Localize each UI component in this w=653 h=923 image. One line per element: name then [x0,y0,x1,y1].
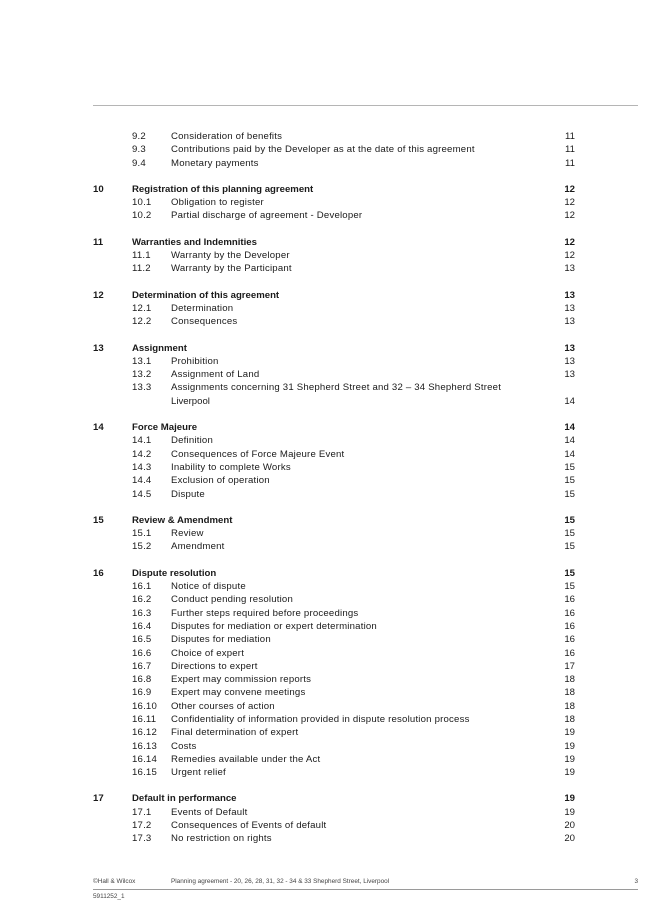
toc-entry [0,488,653,501]
entry-title: Confidentiality of information provided in dispute resolution process [171,713,470,725]
section-title: Dispute resolution [132,567,217,579]
footer-copyright: ©Hall & Wilcox [93,878,136,885]
toc-entry [0,381,653,394]
entry-page: 15 [564,528,575,540]
toc-entry [0,806,653,819]
section-number: 13 [93,342,104,354]
toc-section [0,236,653,276]
entry-number: 16.5 [132,634,152,646]
entry-number: 14.3 [132,461,152,473]
entry-title: Disputes for mediation [171,634,271,646]
entry-page: 18 [564,700,575,712]
entry-title: Warranty by the Participant [171,263,292,275]
entry-number: 14.4 [132,475,152,487]
entry-title: Remedies available under the Act [171,753,321,765]
toc-entry [0,647,653,660]
section-number: 14 [93,422,104,434]
entry-number: 11.2 [132,263,151,275]
section-number: 10 [93,183,104,195]
entry-page: 11 [565,144,575,156]
entry-number: 13.1 [132,355,152,367]
entry-number: 14.2 [132,448,152,460]
entry-number: 16.8 [132,674,152,686]
entry-title: Notice of dispute [171,581,246,593]
entry-title: Prohibition [171,355,219,367]
entry-number: 16.2 [132,594,152,606]
toc-entry [0,607,653,620]
entry-number: 14.5 [132,488,152,500]
entry-page: 20 [564,820,575,832]
entry-number: 9.4 [132,157,146,169]
entry-page: 20 [564,833,575,845]
toc-entry [0,143,653,156]
entry-title: Choice of expert [171,647,245,659]
section-number: 17 [93,793,104,805]
entry-page: 15 [564,581,575,593]
entry-title: Expert may commission reports [171,674,312,686]
section-title: Registration of this planning agreement [132,183,314,195]
table-of-contents [0,130,653,846]
entry-page: 14 [564,448,575,460]
entry-title: No restriction on rights [171,833,272,845]
toc-entry-continuation [0,395,653,408]
toc-entry [0,832,653,845]
entry-number: 9.2 [132,131,146,142]
toc-entry [0,157,653,170]
section-page: 15 [564,567,575,579]
entry-page: 16 [564,634,575,646]
entry-title: Assignments concerning 31 Shepherd Street and 32 – 34 Shepherd Street [171,382,502,394]
entry-page: 16 [564,620,575,632]
entry-page: 15 [564,475,575,487]
entry-page: 18 [564,674,575,686]
toc-entry [0,593,653,606]
toc-section-heading [0,567,653,580]
entry-number: 16.1 [132,581,152,593]
entry-title: Monetary payments [171,157,259,169]
entry-page: 19 [564,767,575,779]
toc-entry [0,434,653,447]
toc-entry [0,302,653,315]
section-title: Determination of this agreement [132,289,280,301]
toc-entry [0,130,653,143]
entry-title: Warranty by the Developer [171,250,290,262]
entry-number: 16.4 [132,620,152,632]
entry-title: Definition [171,435,213,447]
entry-page: 15 [564,488,575,500]
toc-entry [0,700,653,713]
toc-section [0,792,653,845]
toc-entry [0,355,653,368]
entry-page: 16 [564,607,575,619]
toc-entry [0,315,653,328]
entry-title: Determination [171,302,234,314]
toc-section [0,130,653,170]
entry-title: Inability to complete Works [171,461,291,473]
section-page: 13 [564,289,575,301]
entry-title: Contributions paid by the Developer as at the date of this agreement [171,144,475,156]
entry-page: 11 [565,131,575,142]
header-divider [93,105,638,106]
entry-page: 19 [564,753,575,765]
section-title: Warranties and Indemnities [132,236,257,248]
section-number: 15 [93,514,104,526]
entry-number: 15.2 [132,541,152,553]
entry-number: 9.3 [132,144,146,156]
entry-page: 13 [564,302,575,314]
entry-title: Disputes for mediation or expert determination [171,620,377,632]
section-title: Assignment [132,342,187,354]
entry-page: 19 [564,727,575,739]
document-reference: 5911252_1 [93,893,125,900]
entry-title: Urgent relief [171,767,226,779]
section-title: Default in performance [132,793,237,805]
toc-entry [0,713,653,726]
entry-number: 15.1 [132,528,152,540]
section-number: 16 [93,567,104,579]
entry-title: Costs [171,740,197,752]
entry-page: 14 [564,395,575,407]
toc-section [0,514,653,554]
toc-section-heading [0,421,653,434]
toc-entry [0,368,653,381]
toc-entry [0,540,653,553]
toc-entry [0,620,653,633]
entry-page: 13 [564,316,575,328]
entry-title: Directions to expert [171,660,258,672]
toc-entry [0,209,653,222]
section-page: 14 [564,422,575,434]
entry-number: 16.11 [132,713,157,725]
entry-title: Consequences of Events of default [171,820,327,832]
toc-entry [0,196,653,209]
entry-title: Consequences of Force Majeure Event [171,448,345,460]
toc-entry [0,262,653,275]
toc-entry [0,474,653,487]
entry-page: 16 [564,647,575,659]
toc-entry [0,753,653,766]
toc-section-heading [0,514,653,527]
entry-title: Exclusion of operation [171,475,270,487]
section-page: 13 [564,342,575,354]
entry-number: 16.15 [132,767,158,779]
entry-number: 16.14 [132,753,158,765]
toc-section-heading [0,289,653,302]
toc-entry [0,686,653,699]
entry-page: 19 [564,806,575,818]
entry-page: 18 [564,713,575,725]
entry-number: 16.6 [132,647,152,659]
entry-title: Dispute [171,488,205,500]
toc-entry [0,448,653,461]
entry-page: 13 [564,369,575,381]
entry-number: 12.2 [132,316,152,328]
entry-title: Events of Default [171,806,248,818]
entry-number: 17.3 [132,833,152,845]
entry-number: 17.2 [132,820,152,832]
toc-entry [0,740,653,753]
section-page: 12 [564,236,575,248]
entry-number: 16.13 [132,740,158,752]
footer-divider [93,889,638,890]
entry-number: 16.7 [132,660,152,672]
toc-section [0,342,653,408]
entry-title: Further steps required before proceedings [171,607,359,619]
entry-page: 14 [564,435,575,447]
entry-number: 16.9 [132,687,152,699]
toc-section [0,567,653,780]
entry-page: 15 [564,541,575,553]
entry-number: 16.12 [132,727,158,739]
entry-title: Review [171,528,204,540]
entry-title: Amendment [171,541,225,553]
entry-title: Consideration of benefits [171,131,283,142]
toc-entry [0,461,653,474]
section-number: 12 [93,289,104,301]
entry-title: Obligation to register [171,197,264,209]
entry-number: 17.1 [132,806,152,818]
toc-entry [0,633,653,646]
entry-number: 12.1 [132,302,152,314]
entry-page: 13 [564,263,575,275]
toc-entry [0,249,653,262]
section-page: 12 [564,183,575,195]
entry-title-continuation: Liverpool [171,395,210,407]
section-page: 15 [564,514,575,526]
entry-page: 19 [564,740,575,752]
toc-entry [0,726,653,739]
entry-page: 12 [564,210,575,222]
entry-page: 11 [565,157,575,169]
toc-section-heading [0,236,653,249]
toc-entry [0,527,653,540]
toc-entry [0,819,653,832]
entry-title: Partial discharge of agreement - Developer [171,210,363,222]
entry-title: Consequences [171,316,238,328]
entry-page: 12 [564,197,575,209]
toc-section [0,421,653,501]
section-page: 19 [564,793,575,805]
footer-page-number: 3 [634,878,638,885]
entry-number: 13.2 [132,369,152,381]
entry-title: Assignment of Land [171,369,260,381]
toc-section-heading [0,342,653,355]
section-title: Force Majeure [132,422,198,434]
entry-page: 13 [564,355,575,367]
footer-document-title: Planning agreement - 20, 26, 28, 31, 32 - 34 & 33 Shepherd Street, Liverpool [171,878,390,885]
entry-page: 18 [564,687,575,699]
entry-number: 11.1 [132,250,151,262]
entry-number: 16.10 [132,700,158,712]
toc-section [0,289,653,329]
entry-page: 12 [564,250,575,262]
toc-section-heading [0,183,653,196]
entry-title: Expert may convene meetings [171,687,306,699]
toc-entry [0,673,653,686]
toc-entry [0,766,653,779]
toc-section [0,183,653,223]
entry-number: 10.2 [132,210,152,222]
entry-title: Other courses of action [171,700,275,712]
entry-page: 15 [564,461,575,473]
section-number: 11 [93,236,104,248]
entry-number: 10.1 [132,197,152,209]
entry-number: 13.3 [132,382,152,394]
entry-page: 16 [564,594,575,606]
entry-number: 14.1 [132,435,152,447]
toc-entry [0,660,653,673]
entry-title: Final determination of expert [171,727,299,739]
entry-title: Conduct pending resolution [171,594,294,606]
entry-page: 17 [564,660,575,672]
section-title: Review & Amendment [132,514,233,526]
toc-section-heading [0,792,653,805]
toc-entry [0,580,653,593]
entry-number: 16.3 [132,607,152,619]
